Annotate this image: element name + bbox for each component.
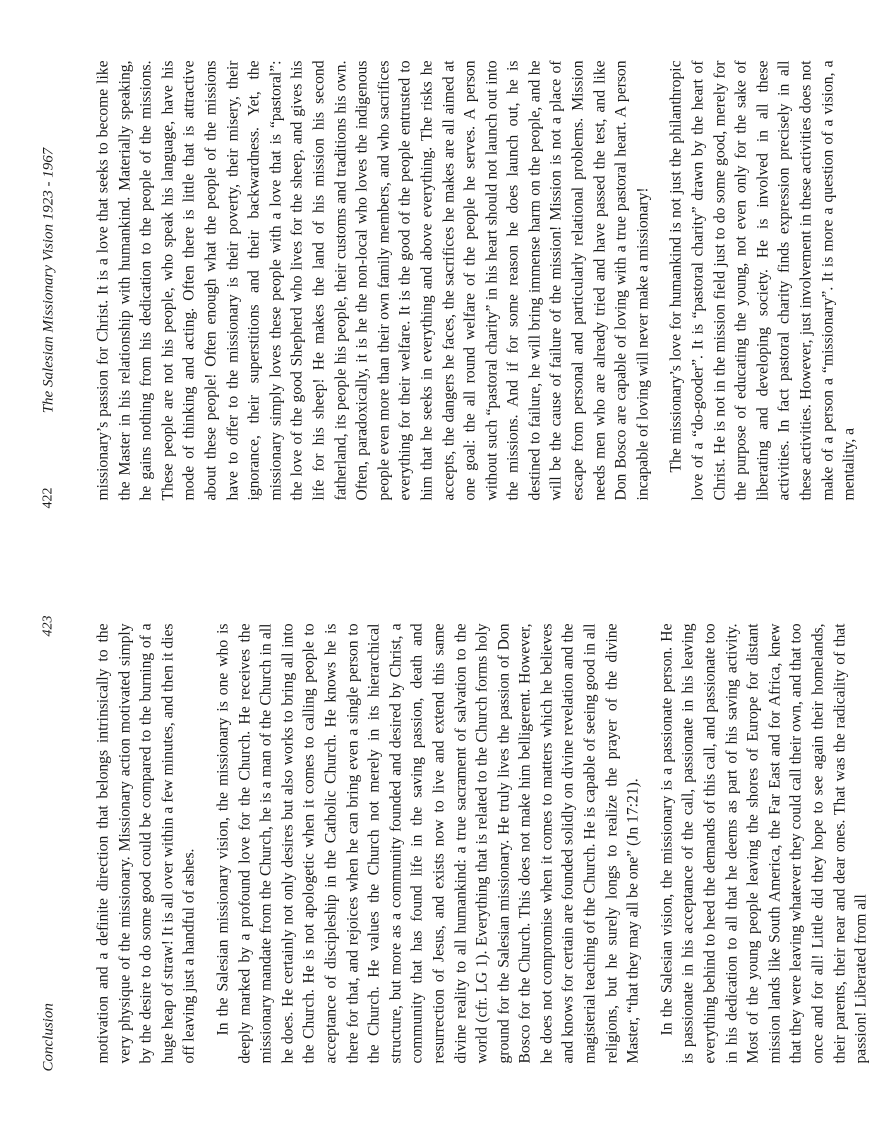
left-running-head <box>40 52 60 508</box>
right-running-head <box>40 615 60 1071</box>
left-body-text <box>92 60 872 500</box>
paragraph: In the Salesian missionary vision, the missionary is one who is deeply marked by a profound love for the Church. He receives the missionary mandate from the Church, he is a man of the Church in all he does. He certainly not only desires but also works to bring all into the Church. He is not apologetic when it comes to calling people to acceptance of discipleship in the Catholic Church. He knows he is there for that, and rejoices when he can bring even a single person to the Church. He values the Church not merely in its hierarchical structure, but more as a community founded and desired by Christ, a community that has found life in the saving passion, death and resurrection of Jesus, and exists now to live and extend this same divine reality to all humankind: a true sacrament of salvation to the world (cfr. LG 1). Everything that is related to the Church forms holy ground for the Salesian missionary. He truly lives the passion of Don Bosco for the Church. This does not make him belligerent. However, he does not compromise when it comes to matters which he believes and knows for certain are founded solidly on divine revelation and the magisterial teaching of the Church. He is capable of seeing good in all religions, but he surely longs to realize the prayer of the divine Master, “that they may all be one” (Jn 17:21). <box>213 623 642 1063</box>
paragraph: In the Salesian vision, the missionary is a passionate person. He is passionate in his acceptance of the call, passionate in his leaving everything behind to heed the demands of this call, and passionate too in his dedication to all that he deems as part of his saving activity. Most of the young people leaving the shores of Europe for distant mission lands like South America, the Far East and for Africa, knew that they were leaving whatever they could call their own, and that too once and for all! Little did they hope to see again their homelands, their parents, their near and dear ones. That was the radicality of that passion! Liberated from all <box>657 623 870 1063</box>
right-page <box>0 563 870 1123</box>
paragraph: The missionary’s love for humankind is not just the philanthropic love of a “do-gooder”. It is “pastoral charity” drawn by the heart of Christ. He is not in the mission field just to do some good, merely for the purpose of educating the young, not even only for the sake of liberating and developing society. He is involved in all these activities. In fact pastoral charity finds expression precisely in all these activities. However, just involvement in these activities does not make of a person a “missionary”. It is more a question of a vision, a mentality, a <box>667 60 858 500</box>
right-running-title: Conclusion <box>40 1002 56 1071</box>
right-body-text <box>92 623 884 1063</box>
right-page-area <box>0 563 870 1123</box>
paragraph: missionary’s passion for Christ. It is a love that seeks to become like the Master in his relationship with humankind. Materially speaking, he gains nothing from his dedication to the people of the missions. These people are not his people, who speak his language, have his mode of thinking and acting. Often there is little that is attractive about these people! Often enough what the people of the missions have to offer to the missionary is their poverty, their misery, their ignorance, their superstitions and their backwardness. Yet, the missionary simply loves these people with a love that is “pastoral”: the love of the good Shepherd who lives for the sheep, and gives his life for his sheep! He makes the land of his mission his second fatherland, its people his people, their customs and traditions his own. Often, paradoxically, it is he the non-local who loves the indigenous people even more than their own family members, and who sacrifices everything for their welfare. It is the good of the people entrusted to him that he seeks in everything and above everything. The risks he accepts, the dangers he faces, the sacrifices he makes are all aimed at one goal: the all round welfare of the people he serves. A person without such “pastoral charity” in his heart should not launch out into the missions. And if for some reason he does launch out, he is destined to failure, he will bring immense harm on the people, and he will be the cause of failure of the mission! Mission is not a place of escape from personal and particularly relational problems. Mission needs men who are already tried and have passed the test, and like Don Bosco are capable of loving with a true pastoral heart. A person incapable of loving will never make a missionary! <box>94 60 651 500</box>
left-page-area <box>0 0 858 560</box>
left-running-title: The Salesian Missionary Vision 1923 - 1967 <box>40 147 56 413</box>
left-page-number: 422 <box>40 487 55 508</box>
paragraph: motivation and a definite direction that belongs intrinsically to the very physique of the missionary. Missionary action motivated simply by the desire to do some good could be compared to the burning of a huge heap of straw! It is all over within a few minutes, and then it dies off leaving just a handful of ashes. <box>94 623 198 1063</box>
right-page-number: 423 <box>40 615 55 636</box>
left-page <box>0 0 858 560</box>
